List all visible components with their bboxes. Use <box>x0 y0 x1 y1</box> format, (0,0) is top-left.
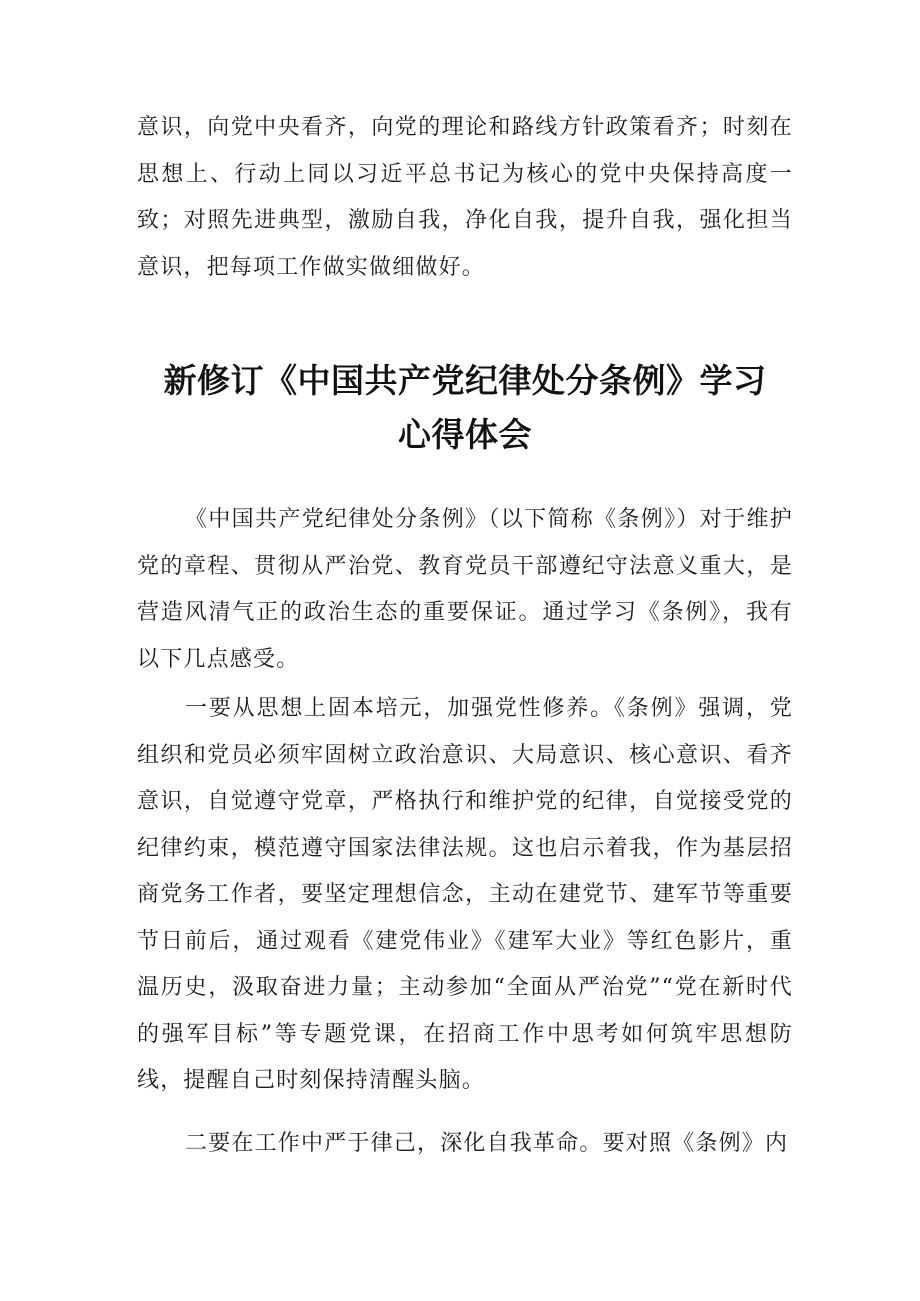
point-two-paragraph: 二要在工作中严于律己，深化自我革命。要对照《条例》内 <box>185 1131 789 1156</box>
title-line-2: 心得体会 <box>398 415 532 454</box>
continuation-paragraph: 意识，向党中央看齐，向党的理论和路线方针政策看齐；时刻在思想上、行动上同以习近平总书记为核心的党中央保持高度一致；对照先进典型，激励自我，净化自我，提升自我，强化担当意识，把每项工作做实做细做好。 <box>137 115 793 280</box>
intro-paragraph: 《中国共产党纪律处分条例》（以下简称《条例》）对于维护党的章程、贯彻从严治党、教育党员干部遵纪守法意义重大，是营造风清气正的政治生态的重要保证。通过学习《条例》，我有以下几点感受。 <box>137 507 793 672</box>
point-one-paragraph: 一要从思想上固本培元，加强党性修养。《条例》强调，党组织和党员必须牢固树立政治意识、大局意识、核心意识、看齐意识，自觉遵守党章，严格执行和维护党的纪律，自觉接受党的纪律约束，模范遵守国家法律法规。这也启示着我，作为基层招商党务工作者，要坚定理想信念，主动在建党节、建军节等重要节日前后，通过观看《建党伟业》《建军大业》等红色影片，重温历史，汲取奋进力量；主动参加“全面从严治党”“党在新时代的强军目标”等专题党课，在招商工作中思考如何筑牢思想防线，提醒自己时刻保持清醒头脑。 <box>137 696 793 1093</box>
document-title <box>120 354 810 462</box>
title-line-1: 新修订《中国共产党纪律处分条例》学习 <box>163 361 767 400</box>
